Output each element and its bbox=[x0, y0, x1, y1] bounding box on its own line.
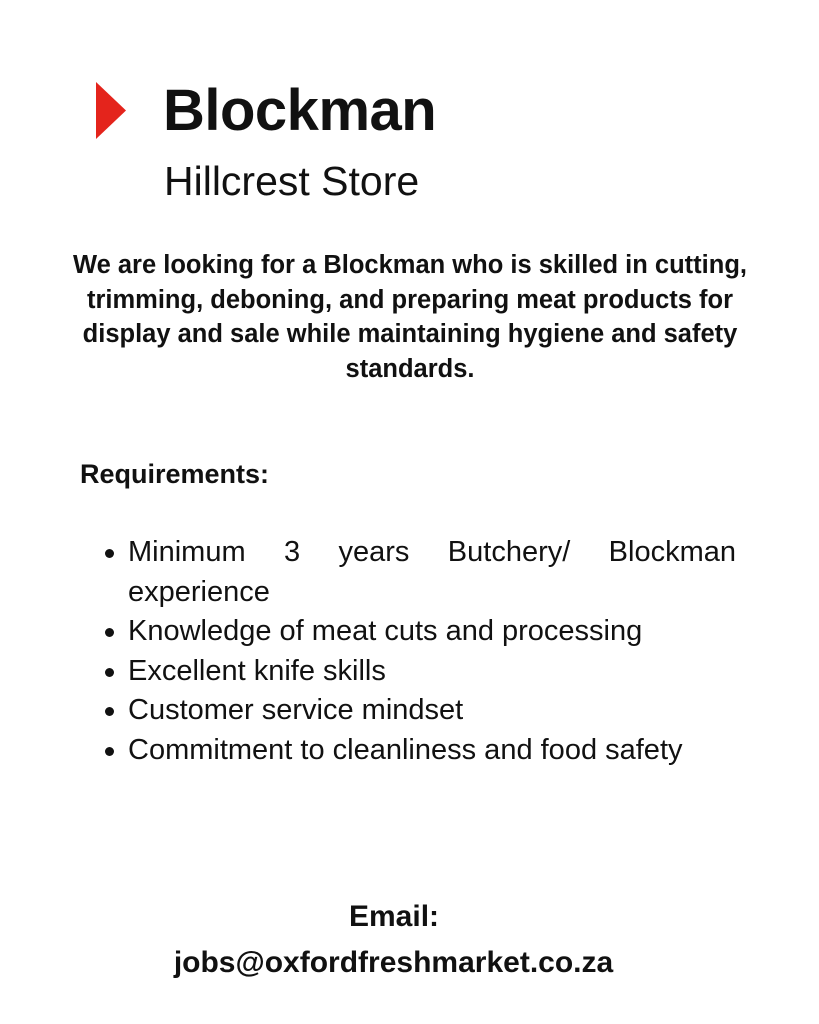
job-title: Blockman bbox=[163, 78, 437, 143]
bullet-icon bbox=[105, 628, 114, 637]
bullet-icon bbox=[105, 668, 114, 677]
requirement-text: Excellent knife skills bbox=[128, 654, 386, 687]
bullet-icon bbox=[105, 707, 114, 716]
requirement-text: Customer service mindset bbox=[128, 694, 464, 726]
requirement-item bbox=[128, 691, 736, 731]
email-address[interactable]: jobs@oxfordfreshmarket.co.za bbox=[173, 946, 614, 979]
requirement-item bbox=[128, 731, 736, 771]
bullet-icon bbox=[105, 549, 114, 558]
requirement-item bbox=[128, 533, 736, 612]
requirement-item bbox=[128, 652, 736, 692]
requirement-item bbox=[128, 612, 736, 652]
requirement-text: Minimum 3 years Butchery/ Blockman experience bbox=[128, 536, 736, 608]
bullet-icon bbox=[105, 747, 114, 756]
requirements-list bbox=[128, 533, 736, 770]
requirement-text: Commitment to cleanliness and food safety bbox=[128, 733, 683, 766]
red-triangle-marker-icon bbox=[96, 82, 126, 139]
requirement-text: Knowledge of meat cuts and processing bbox=[128, 615, 643, 647]
email-label: Email: bbox=[348, 900, 440, 933]
store-name: Hillcrest Store bbox=[164, 158, 420, 204]
requirements-heading: Requirements: bbox=[80, 459, 270, 489]
job-description: We are looking for a Blockman who is skilled in cutting, trimming, deboning, and preparing meat products for display and sale while maintaining hygiene and safety standards. bbox=[73, 251, 747, 383]
